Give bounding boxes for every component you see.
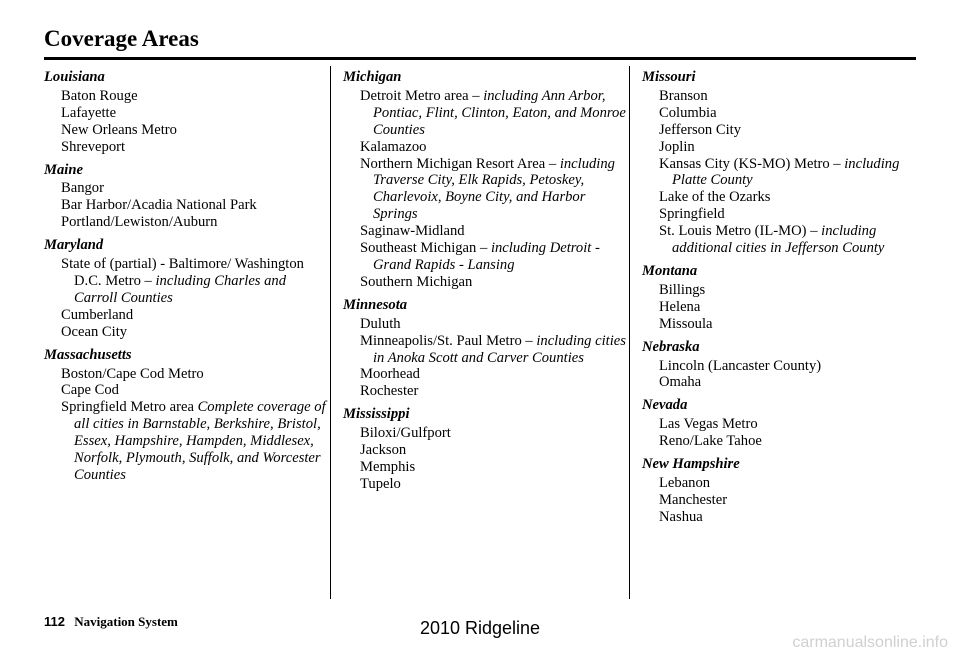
area-name: Northern Michigan Resort Area – (360, 155, 560, 172)
coverage-area (61, 197, 330, 214)
coverage-area (659, 139, 928, 156)
column-2 (343, 69, 629, 493)
coverage-area (360, 333, 629, 367)
area-name: Minneapolis/St. Paul Metro – (360, 332, 537, 349)
title-rule (44, 57, 916, 60)
area-name: Missoula (659, 315, 713, 332)
area-name: Nashua (659, 508, 703, 525)
coverage-area (659, 156, 928, 190)
area-name: Biloxi/Gulfport (360, 425, 451, 442)
area-name: Rochester (360, 383, 419, 400)
state-heading: Missouri (642, 69, 696, 85)
area-name: Moorhead (360, 366, 420, 383)
area-name: State of (partial) - Baltimore/ Washington D.C. Metro – (61, 256, 304, 289)
coverage-area (61, 139, 330, 156)
coverage-area (61, 366, 330, 383)
state-heading: Nebraska (642, 338, 700, 355)
state-heading: Maine (44, 161, 83, 178)
area-name: Boston/Cape Cod Metro (61, 365, 204, 382)
area-name: Columbia (659, 104, 717, 121)
coverage-area (61, 307, 330, 324)
area-name: St. Louis Metro (IL-MO) – (659, 223, 822, 240)
area-name: Manchester (659, 491, 728, 508)
coverage-area (61, 214, 330, 231)
coverage-area (659, 509, 928, 526)
coverage-area (360, 316, 629, 333)
area-name: Omaha (659, 374, 702, 391)
area-note: including Platte County (672, 155, 900, 189)
area-name: Lebanon (659, 474, 711, 491)
coverage-area (659, 189, 928, 206)
state-heading: Mississippi (343, 406, 410, 423)
coverage-area (360, 476, 629, 493)
area-note: including additional cities in Jefferson County (672, 223, 885, 257)
area-name: Kansas City (KS-MO) Metro – (659, 155, 845, 172)
coverage-area (360, 88, 629, 139)
area-name: Springfield Metro area (61, 399, 198, 416)
area-name: Ocean City (61, 323, 128, 340)
coverage-area (659, 122, 928, 139)
area-name: Branson (659, 87, 708, 104)
area-name: New Orleans Metro (61, 121, 177, 138)
coverage-area (659, 223, 928, 257)
coverage-area (360, 240, 629, 274)
watermark-text: 2010 Ridgeline (419, 618, 541, 638)
area-name: Jackson (360, 442, 407, 459)
column-divider (330, 66, 331, 599)
coverage-area (360, 223, 629, 240)
coverage-area (659, 433, 928, 450)
coverage-area (360, 156, 629, 224)
area-note: including Charles and Carroll Counties (74, 272, 287, 306)
coverage-area (659, 416, 928, 433)
area-note: including cities in Anoka Scott and Carver Counties (373, 332, 626, 366)
coverage-area (360, 274, 629, 291)
coverage-area (61, 324, 330, 341)
state-heading: New Hampshire (642, 456, 740, 473)
area-name: Detroit Metro area – (360, 87, 484, 104)
area-name: Billings (659, 281, 706, 298)
coverage-area (659, 88, 928, 105)
area-name: Las Vegas Metro (659, 416, 758, 433)
area-name: Baton Rouge (61, 87, 138, 104)
coverage-area (659, 374, 928, 391)
coverage-area (61, 105, 330, 122)
area-name: Saginaw-Midland (360, 223, 465, 240)
page-title: Coverage Areas (44, 26, 199, 51)
page-number: 112 (44, 614, 65, 629)
coverage-area (360, 459, 629, 476)
area-name: Duluth (360, 315, 401, 332)
area-name: Southern Michigan (360, 273, 473, 290)
area-name: Springfield (659, 206, 725, 223)
area-name: Helena (659, 298, 701, 315)
area-name: Tupelo (360, 475, 401, 492)
coverage-area (360, 366, 629, 383)
area-name: Lincoln (Lancaster County) (659, 357, 822, 374)
state-heading: Louisiana (44, 69, 105, 85)
area-name: Kalamazoo (360, 138, 427, 155)
coverage-area (659, 206, 928, 223)
section-name: Navigation System (74, 614, 178, 629)
area-name: Portland/Lewiston/Auburn (61, 214, 218, 231)
area-name: Shreveport (61, 138, 126, 155)
area-name: Joplin (659, 138, 695, 155)
area-name: Lafayette (61, 104, 117, 121)
coverage-area (659, 105, 928, 122)
area-name: Southeast Michigan – (360, 240, 491, 257)
state-heading: Minnesota (343, 296, 408, 313)
coverage-area (659, 282, 928, 299)
coverage-area (61, 256, 330, 307)
state-heading: Massachusetts (44, 346, 132, 363)
area-name: Bar Harbor/Acadia National Park (61, 197, 257, 214)
area-name: Cape Cod (61, 382, 119, 399)
area-name: Jefferson City (659, 121, 742, 138)
state-heading: Michigan (343, 69, 402, 85)
area-name: Bangor (61, 180, 104, 197)
coverage-area (360, 425, 629, 442)
coverage-area (659, 358, 928, 375)
area-name: Cumberland (61, 306, 134, 323)
coverage-area (61, 180, 330, 197)
area-name: Reno/Lake Tahoe (659, 433, 762, 450)
coverage-area (61, 399, 330, 484)
coverage-area (659, 316, 928, 333)
area-note: including Ann Arbor, Pontiac, Flint, Clinton, Eaton, and Monroe Counties (373, 87, 626, 138)
column-3 (642, 69, 928, 526)
coverage-area (360, 383, 629, 400)
state-heading: Nevada (642, 397, 688, 414)
coverage-area (61, 122, 330, 139)
coverage-area (360, 139, 629, 156)
area-name: Memphis (360, 458, 416, 475)
area-note: Complete coverage of all cities in Barnstable, Berkshire, Bristol, Essex, Hampshire, Hampden, Middlesex, Norfolk, Plymouth, Suffolk, and Worcester Counties (74, 399, 326, 483)
coverage-area (61, 382, 330, 399)
state-heading: Montana (642, 262, 698, 279)
coverage-area (659, 299, 928, 316)
site-watermark: carmanualsonline.info (792, 634, 948, 651)
area-note: including Detroit - Grand Rapids - Lansing (373, 240, 600, 273)
area-note: including Traverse City, Elk Rapids, Petoskey, Charlevoix, Boyne City, and Harbor Springs (373, 155, 615, 223)
column-divider (629, 66, 630, 599)
coverage-area (659, 475, 928, 492)
coverage-area (61, 88, 330, 105)
coverage-area (659, 492, 928, 509)
area-name: Lake of the Ozarks (659, 189, 771, 206)
column-1 (44, 69, 330, 484)
state-heading: Maryland (44, 237, 104, 254)
coverage-area (360, 442, 629, 459)
